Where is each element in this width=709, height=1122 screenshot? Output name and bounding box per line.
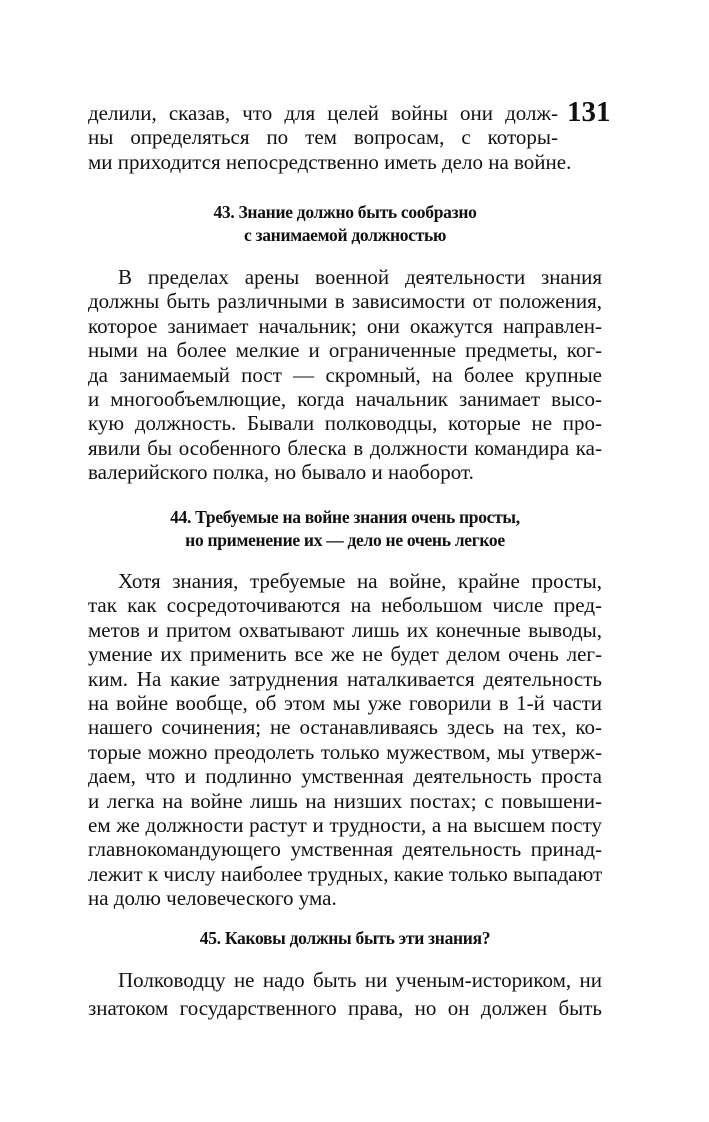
intro-paragraph — [88, 101, 572, 174]
text-line: так как сосредоточиваются на небольшом числе пред- — [88, 593, 602, 618]
heading-line: но применение их — дело не очень легкое — [185, 530, 505, 550]
text-line: торые можно преодолеть только мужеством, мы утверж- — [88, 739, 602, 764]
text-line: да занимаемый пост — скромный, на более крупные — [88, 362, 602, 387]
text-line: Полководцу не надо быть ни ученым-историком, ни — [118, 968, 602, 992]
text-line: ны определяться по тем вопросам, с которы- — [88, 125, 558, 150]
text-line: и многообъемлющие, когда начальник занимает высо- — [88, 387, 602, 412]
text-line: ми приходится непосредственно иметь дело на войне. — [88, 149, 572, 174]
text-line: В пределах арены военной деятельности знания — [118, 265, 602, 289]
text-line: явили бы особенного блеска в должности командира ка- — [88, 435, 602, 460]
section-45-paragraph — [88, 968, 602, 1021]
text-line: умение их применить все же не будет делом очень лег- — [88, 642, 602, 667]
text-line: метов и притом охватывают лишь их конечные выводы, — [88, 617, 602, 642]
text-line: делили, сказав, что для целей войны они долж- — [88, 101, 558, 125]
section-heading-45 — [88, 927, 602, 950]
text-line: лежит к числу наиболее трудных, какие только выпадают — [88, 861, 603, 886]
text-line: валерийского полка, но бывало и наоборот. — [88, 460, 474, 485]
text-line: и легка на войне лишь на низших постах; с повышени- — [88, 788, 602, 813]
heading-line: 45. Каковы должны быть эти знания? — [199, 928, 491, 948]
text-line: даем, что и подлинно умственная деятельность проста — [88, 764, 602, 789]
section-heading-44 — [88, 506, 602, 552]
text-line: должны быть различными в зависимости от положения, — [88, 289, 602, 314]
text-line: ким. На какие затруднения наталкивается деятельность — [88, 666, 602, 691]
heading-line: с занимаемой должностью — [243, 225, 447, 245]
text-line: на войне вообще, об этом мы уже говорили в 1-й части — [88, 691, 602, 716]
text-line: знатоком государственного права, но он должен быть — [88, 996, 602, 1021]
text-line: Хотя знания, требуемые на войне, крайне просты, — [118, 569, 602, 593]
page-number: 131 — [567, 96, 611, 128]
text-line: ными на более мелкие и ограниченные предметы, ког- — [88, 338, 602, 363]
heading-line: 43. Знание должно быть сообразно — [213, 202, 477, 222]
section-43-paragraph — [88, 265, 602, 485]
text-line: на долю человеческого ума. — [88, 886, 337, 911]
text-line: кую должность. Бывали полководцы, которые не про- — [88, 411, 602, 436]
text-line: которое занимает начальник; они окажутся направлен- — [88, 313, 602, 338]
section-heading-43 — [88, 201, 602, 247]
text-line: нашего сочинения; не останавливаясь здесь на тех, ко- — [88, 715, 602, 740]
text-line: главнокомандующего умственная деятельность принад- — [88, 837, 602, 862]
section-44-paragraph — [88, 569, 602, 911]
heading-line: 44. Требуемые на войне знания очень просты, — [170, 507, 520, 527]
text-line: ем же должности растут и трудности, а на высшем посту — [88, 813, 602, 838]
